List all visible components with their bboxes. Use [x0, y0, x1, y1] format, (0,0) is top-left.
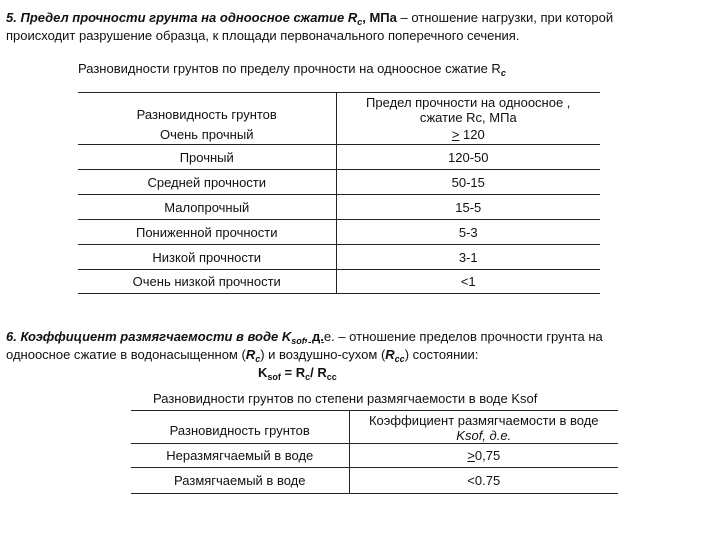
section6-definition-1: е. – отношение пределов прочности грунта на — [323, 329, 603, 344]
section5-number: 5. — [6, 10, 17, 25]
table2-header-col2-line2: Ksof, д.е. — [456, 428, 512, 443]
table1-row-value — [336, 126, 600, 145]
formula-cc-subscript: сс — [326, 372, 337, 382]
table1-row-value: 120-50 — [336, 145, 600, 170]
section6-definition-2c: ) состоянии: — [404, 347, 479, 362]
table1-row-value: 15-5 — [336, 195, 600, 220]
formula-divide: / R — [310, 365, 327, 380]
section5-definition-2: происходит разрушение образца, к площади первоначального поперечного сечения. — [6, 28, 520, 43]
formula-k-subscript: sof — [267, 372, 281, 382]
table1-caption-text: Разновидности грунтов по пределу прочности на одноосное сжатие R — [78, 61, 501, 76]
table1-caption-subscript: с — [500, 68, 506, 78]
table2-row-name: Неразмягчаемый в воде — [131, 444, 349, 468]
section6-rcc-subscript: сс — [394, 354, 405, 364]
formula-k: K — [258, 365, 268, 380]
formula-equals: = R — [280, 365, 306, 380]
table1-row-name: Средней прочности — [78, 170, 336, 195]
table2-caption — [153, 391, 537, 406]
table2-row-value: <0.75 — [467, 473, 501, 488]
table1-row-name: Очень низкой прочности — [78, 270, 336, 294]
section6-definition-2b: ) и воздушно-сухом ( — [260, 347, 386, 362]
formula-c-subscript: c — [305, 372, 311, 382]
section6-rc: R — [245, 347, 256, 362]
table2-header-col2-line1: Коэффициент размягчаемости в воде — [368, 413, 599, 428]
section5-term: Предел прочности грунта на одноосное сжатие R — [20, 10, 358, 25]
section5-term-subscript: с — [357, 17, 363, 27]
table2-row-value-number: 0,75 — [474, 448, 501, 463]
table1-row-value: 3-1 — [336, 245, 600, 270]
table1-header-col1: Разновидность грунтов — [78, 93, 336, 126]
table1-row-value-number: 120 — [459, 127, 485, 143]
section6-formula — [258, 364, 337, 386]
section6-number: 6. — [6, 329, 17, 344]
table2-row-value — [349, 444, 618, 468]
table1-row-name: Низкой прочности — [78, 245, 336, 270]
table1-row-name: Малопрочный — [78, 195, 336, 220]
section6-definition-2a: одноосное сжатие в водонасыщенном ( — [6, 347, 246, 362]
section5-definition-1: – отношение нагрузки, при которой — [396, 10, 614, 25]
table1-header-col2-line1: Предел прочности на одноосное , — [366, 95, 571, 110]
table2-caption-text: Разновидности грунтов по степени размягчаемости в воде Ksof — [153, 391, 538, 406]
table2-header-col2 — [349, 411, 618, 444]
section6-term-subscript: sof — [291, 336, 305, 346]
table2-row-name: Размягчаемый в воде — [131, 468, 349, 494]
section6-term: Коэффициент размягчаемости в воде K — [20, 329, 292, 344]
section6-line2 — [6, 346, 478, 368]
table1-caption — [78, 61, 506, 78]
softening-table — [131, 410, 618, 494]
section5-unit: , МПа — [362, 10, 397, 25]
table1-row-value: <1 — [460, 274, 476, 289]
table1-row-value: 5-3 — [336, 220, 600, 245]
strength-table — [78, 92, 600, 294]
section6-ie: д. — [308, 329, 324, 344]
table1-row-name: Очень прочный — [78, 126, 336, 145]
section6-rcc: R — [385, 347, 395, 362]
table1-row-name: Пониженной прочности — [78, 220, 336, 245]
section5-line2 — [6, 27, 519, 45]
section6-rc-subscript: c — [255, 354, 261, 364]
section6-comma: , — [304, 329, 309, 344]
table2-row-value-symbol: > — [467, 448, 475, 463]
table1-row-value-symbol: > — [451, 127, 460, 143]
table1-row-value: 50-15 — [336, 170, 600, 195]
table1-row-name: Прочный — [78, 145, 336, 170]
table1-header-col2-line2: сжатие Rс, МПа — [419, 110, 517, 125]
table2-header-col1: Разновидность грунтов — [131, 411, 349, 444]
table1-header-col2 — [336, 93, 600, 126]
